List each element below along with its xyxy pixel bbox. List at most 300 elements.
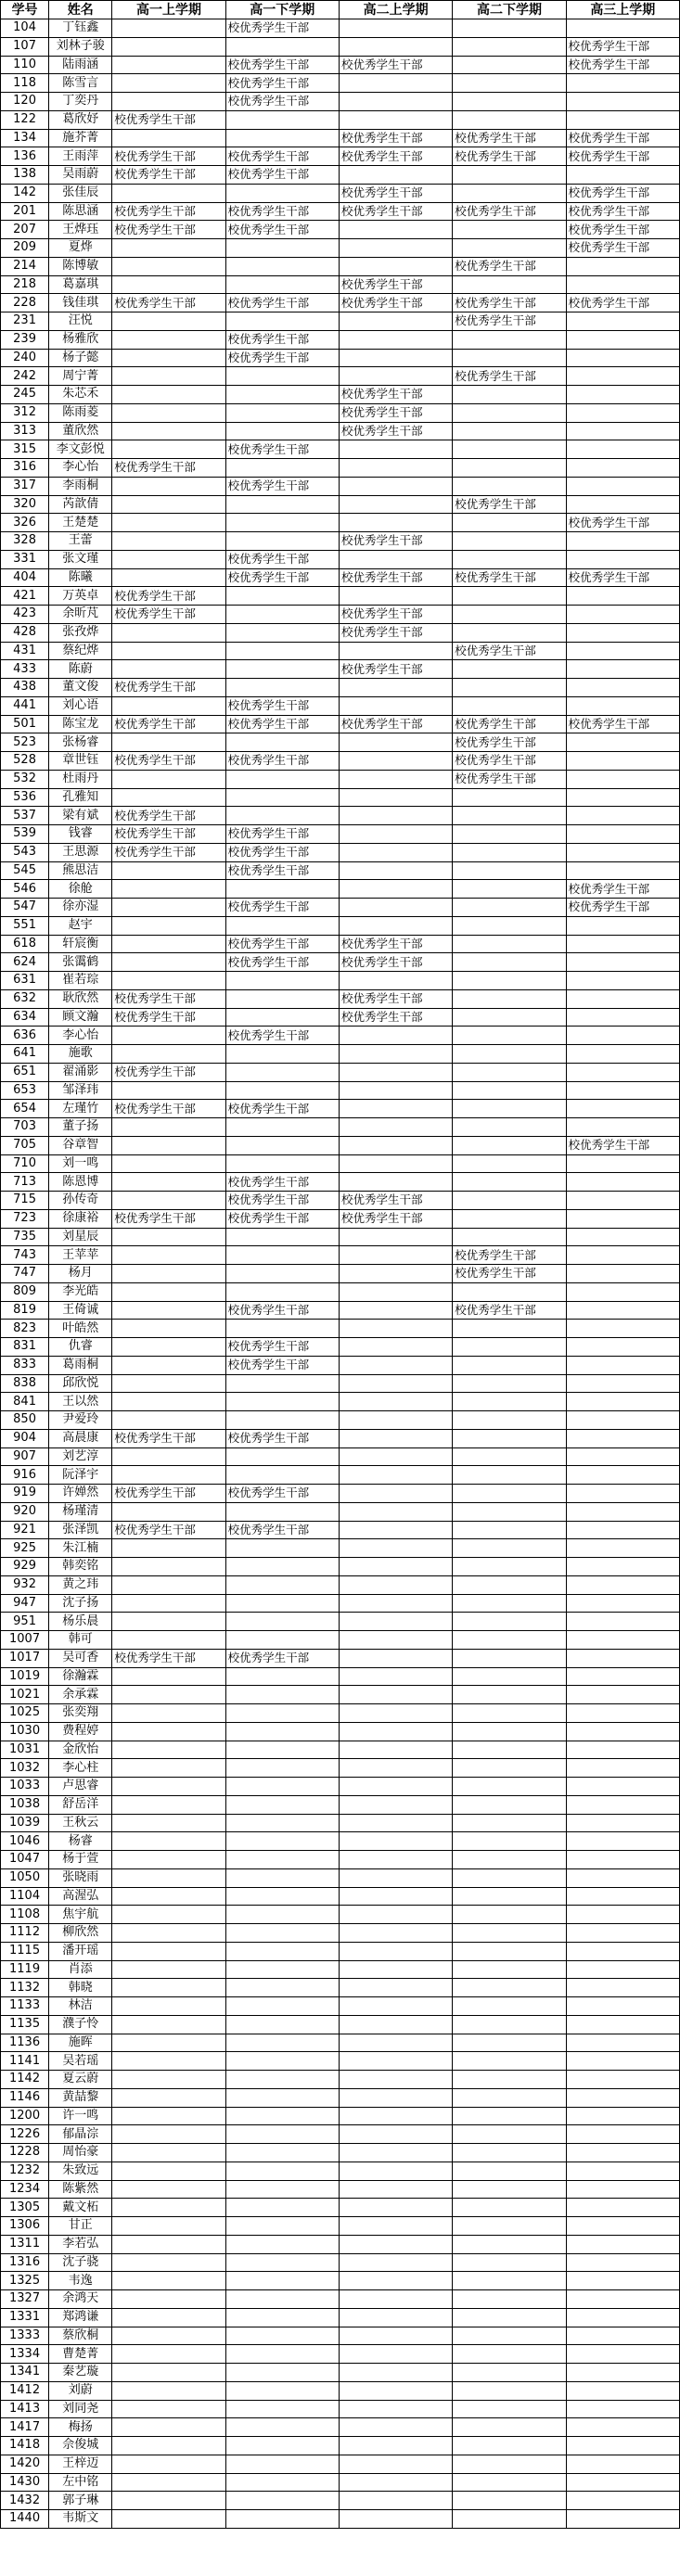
cell-student-id: 551 [1, 916, 49, 935]
cell-student-name: 张泽凯 [49, 1521, 112, 1539]
cell-g2-s2 [453, 1649, 566, 1667]
table-row [1, 935, 680, 953]
cell-g1-s2 [225, 1997, 339, 2016]
table-row [1, 2364, 680, 2382]
cell-g3-s1 [566, 1558, 679, 1576]
cell-g1-s2: 校优秀学生干部 [225, 953, 339, 972]
cell-g3-s1 [566, 2125, 679, 2144]
cell-student-name: 杨子懿 [49, 349, 112, 367]
cell-g1-s2 [225, 1539, 339, 1558]
cell-g1-s2 [225, 2125, 339, 2144]
cell-g2-s1 [339, 1393, 452, 1411]
cell-g3-s1 [566, 2180, 679, 2199]
cell-student-name: 王以然 [49, 1393, 112, 1411]
table-row [1, 166, 680, 185]
table-row [1, 1411, 680, 1430]
cell-g3-s1 [566, 275, 679, 294]
cell-g3-s1 [566, 330, 679, 349]
cell-g3-s1 [566, 1759, 679, 1778]
cell-g3-s1 [566, 1906, 679, 1924]
table-row [1, 403, 680, 422]
cell-g2-s1 [339, 1778, 452, 1796]
cell-g1-s2: 校优秀学生干部 [225, 1485, 339, 1503]
cell-g3-s1 [566, 1485, 679, 1503]
cell-student-id: 723 [1, 1209, 49, 1228]
cell-student-id: 207 [1, 221, 49, 239]
cell-g1-s2 [225, 459, 339, 478]
cell-g2-s2 [453, 2253, 566, 2272]
cell-g2-s1: 校优秀学生干部 [339, 623, 452, 642]
table-body [1, 19, 680, 2529]
cell-g1-s2: 校优秀学生干部 [225, 696, 339, 715]
cell-g3-s1 [566, 623, 679, 642]
cell-g2-s1 [339, 1575, 452, 1594]
cell-student-name: 陆雨涵 [49, 56, 112, 74]
table-row [1, 2162, 680, 2180]
table-row [1, 1741, 680, 1759]
cell-g1-s2 [225, 1887, 339, 1906]
cell-g1-s2 [225, 2071, 339, 2089]
cell-g1-s2: 校优秀学生干部 [225, 825, 339, 844]
table-row [1, 1539, 680, 1558]
cell-student-name: 章世钰 [49, 752, 112, 771]
cell-student-id: 921 [1, 1521, 49, 1539]
cell-g2-s2 [453, 2162, 566, 2180]
cell-g3-s1 [566, 2290, 679, 2309]
cell-g2-s2 [453, 788, 566, 807]
cell-student-name: 丁奕丹 [49, 93, 112, 111]
cell-g2-s2 [453, 1704, 566, 1723]
cell-g1-s2: 校优秀学生干部 [225, 1649, 339, 1667]
cell-student-id: 1418 [1, 2437, 49, 2455]
cell-g2-s2 [453, 2272, 566, 2290]
cell-student-name: 韦逸 [49, 2272, 112, 2290]
cell-g1-s2 [225, 1282, 339, 1301]
cell-student-id: 1007 [1, 1631, 49, 1650]
cell-student-name: 高晨康 [49, 1429, 112, 1447]
table-row [1, 56, 680, 74]
cell-student-name: 钱佳琪 [49, 294, 112, 312]
cell-student-id: 1112 [1, 1924, 49, 1943]
table-row [1, 1759, 680, 1778]
cell-student-name: 汪悦 [49, 312, 112, 331]
cell-g3-s1: 校优秀学生干部 [566, 715, 679, 733]
header-g1-s2: 高一下学期 [225, 1, 339, 19]
cell-g1-s2: 校优秀学生干部 [225, 294, 339, 312]
cell-g1-s2 [225, 1558, 339, 1576]
cell-g2-s1 [339, 2052, 452, 2071]
table-row [1, 861, 680, 880]
table-row [1, 19, 680, 38]
cell-g1-s1: 校优秀学生干部 [112, 1209, 225, 1228]
cell-g2-s2 [453, 2144, 566, 2162]
cell-g1-s1 [112, 2418, 225, 2437]
cell-student-id: 1420 [1, 2455, 49, 2473]
cell-student-id: 636 [1, 1027, 49, 1045]
cell-g1-s1: 校优秀学生干部 [112, 606, 225, 624]
cell-student-id: 634 [1, 1008, 49, 1027]
cell-g2-s2 [453, 2327, 566, 2345]
cell-student-name: 郭子琳 [49, 2492, 112, 2510]
cell-g1-s1 [112, 2034, 225, 2052]
table-row [1, 2290, 680, 2309]
cell-g2-s1 [339, 2327, 452, 2345]
cell-student-name: 陈雪言 [49, 74, 112, 93]
cell-g2-s1 [339, 1027, 452, 1045]
cell-student-name: 仇睿 [49, 1338, 112, 1357]
cell-student-id: 907 [1, 1447, 49, 1466]
cell-g3-s1 [566, 1209, 679, 1228]
cell-g3-s1 [566, 2199, 679, 2217]
cell-g2-s1 [339, 1594, 452, 1613]
cell-student-id: 231 [1, 312, 49, 331]
cell-student-name: 左瑾竹 [49, 1100, 112, 1118]
table-row [1, 367, 680, 386]
cell-g1-s2 [225, 129, 339, 147]
cell-student-name: 许婵然 [49, 1485, 112, 1503]
cell-student-name: 吴雨蔚 [49, 166, 112, 185]
cell-student-id: 1334 [1, 2345, 49, 2364]
cell-g2-s2 [453, 2107, 566, 2125]
cell-student-id: 631 [1, 972, 49, 990]
cell-g3-s1: 校优秀学生干部 [566, 56, 679, 74]
cell-g1-s2 [225, 2418, 339, 2437]
table-row [1, 770, 680, 788]
table-row [1, 1393, 680, 1411]
cell-student-name: 徐康裕 [49, 1209, 112, 1228]
table-row [1, 2217, 680, 2236]
table-row [1, 1722, 680, 1741]
cell-student-name: 杨于萱 [49, 1851, 112, 1869]
cell-g2-s1 [339, 2199, 452, 2217]
cell-g2-s2 [453, 606, 566, 624]
header-row [1, 1, 680, 19]
cell-g3-s1 [566, 788, 679, 807]
cell-g2-s1 [339, 440, 452, 459]
cell-g2-s1 [339, 1411, 452, 1430]
cell-g3-s1 [566, 1393, 679, 1411]
cell-g1-s1 [112, 477, 225, 495]
cell-g1-s1 [112, 696, 225, 715]
cell-g1-s1 [112, 1154, 225, 1173]
cell-student-name: 张杨睿 [49, 733, 112, 752]
cell-student-name: 陈雨菱 [49, 403, 112, 422]
cell-g2-s1 [339, 2473, 452, 2492]
cell-g2-s1 [339, 788, 452, 807]
cell-student-id: 1306 [1, 2217, 49, 2236]
cell-g1-s2 [225, 2381, 339, 2400]
table-row [1, 587, 680, 606]
cell-g2-s2: 校优秀学生干部 [453, 257, 566, 275]
cell-g2-s2 [453, 2510, 566, 2529]
table-row [1, 1521, 680, 1539]
cell-student-id: 1038 [1, 1795, 49, 1814]
cell-g3-s1 [566, 825, 679, 844]
cell-g1-s2 [225, 1008, 339, 1027]
cell-g2-s1 [339, 2510, 452, 2529]
cell-g1-s2 [225, 2052, 339, 2071]
cell-g2-s2 [453, 2364, 566, 2382]
cell-g1-s1 [112, 422, 225, 440]
table-row [1, 2400, 680, 2418]
cell-g2-s2 [453, 1558, 566, 1576]
cell-student-id: 838 [1, 1374, 49, 1393]
cell-g1-s2 [225, 1613, 339, 1631]
cell-student-id: 1341 [1, 2364, 49, 2382]
cell-g3-s1 [566, 660, 679, 679]
cell-student-name: 朱芯禾 [49, 386, 112, 404]
cell-g2-s2 [453, 2071, 566, 2089]
table-row [1, 1613, 680, 1631]
cell-g1-s1 [112, 1741, 225, 1759]
cell-g2-s2 [453, 861, 566, 880]
cell-g3-s1 [566, 459, 679, 478]
cell-g3-s1 [566, 1282, 679, 1301]
cell-g1-s2 [225, 184, 339, 202]
cell-g2-s2 [453, 1906, 566, 1924]
cell-g3-s1 [566, 74, 679, 93]
cell-g2-s1 [339, 1502, 452, 1521]
cell-g2-s1 [339, 1173, 452, 1192]
cell-g2-s1 [339, 1429, 452, 1447]
cell-g3-s1 [566, 2217, 679, 2236]
cell-g3-s1 [566, 93, 679, 111]
cell-g3-s1 [566, 349, 679, 367]
table-row [1, 1485, 680, 1503]
cell-student-id: 536 [1, 788, 49, 807]
table-row [1, 2272, 680, 2290]
cell-student-name: 王蕾 [49, 532, 112, 551]
cell-g3-s1 [566, 1722, 679, 1741]
cell-student-id: 214 [1, 257, 49, 275]
cell-student-id: 951 [1, 1613, 49, 1631]
cell-student-id: 1316 [1, 2253, 49, 2272]
cell-g2-s2 [453, 2199, 566, 2217]
cell-g1-s1: 校优秀学生干部 [112, 1521, 225, 1539]
cell-g2-s2 [453, 989, 566, 1008]
cell-g2-s1 [339, 2071, 452, 2089]
cell-g1-s2 [225, 514, 339, 532]
cell-g1-s1 [112, 1887, 225, 1906]
cell-student-name: 李心柱 [49, 1759, 112, 1778]
cell-g2-s1: 校优秀学生干部 [339, 294, 452, 312]
table-row [1, 294, 680, 312]
cell-g1-s2: 校优秀学生干部 [225, 19, 339, 38]
cell-student-name: 董子扬 [49, 1118, 112, 1137]
table-row [1, 202, 680, 221]
cell-g3-s1 [566, 477, 679, 495]
cell-g3-s1 [566, 1466, 679, 1485]
cell-student-name: 金欣怡 [49, 1741, 112, 1759]
cell-student-id: 539 [1, 825, 49, 844]
cell-g1-s2 [225, 807, 339, 825]
cell-g1-s1 [112, 275, 225, 294]
cell-g3-s1 [566, 1979, 679, 1997]
cell-g1-s2 [225, 110, 339, 129]
cell-g1-s2 [225, 1924, 339, 1943]
cell-g2-s1 [339, 74, 452, 93]
table-row [1, 1173, 680, 1192]
table-row [1, 989, 680, 1008]
cell-student-name: 尹爱玲 [49, 1411, 112, 1430]
cell-student-name: 葛欣妤 [49, 110, 112, 129]
cell-g1-s2 [225, 2400, 339, 2418]
cell-g3-s1 [566, 1063, 679, 1081]
cell-student-name: 韩晓 [49, 1979, 112, 1997]
cell-student-name: 吴可香 [49, 1649, 112, 1667]
cell-g3-s1 [566, 1100, 679, 1118]
cell-student-id: 925 [1, 1539, 49, 1558]
cell-g3-s1 [566, 2107, 679, 2125]
cell-g3-s1 [566, 2473, 679, 2492]
table-row [1, 1924, 680, 1943]
cell-student-name: 赵宇 [49, 916, 112, 935]
cell-g2-s2 [453, 386, 566, 404]
cell-g2-s2 [453, 825, 566, 844]
cell-student-id: 1412 [1, 2381, 49, 2400]
cell-student-id: 104 [1, 19, 49, 38]
cell-g1-s2 [225, 1393, 339, 1411]
cell-student-id: 920 [1, 1502, 49, 1521]
cell-g3-s1 [566, 1192, 679, 1210]
cell-g1-s1 [112, 2107, 225, 2125]
cell-g2-s2 [453, 1997, 566, 2016]
table-row [1, 1118, 680, 1137]
cell-student-name: 熊思洁 [49, 861, 112, 880]
cell-student-id: 433 [1, 660, 49, 679]
table-row [1, 953, 680, 972]
cell-g3-s1 [566, 422, 679, 440]
cell-g2-s2 [453, 2088, 566, 2107]
cell-g1-s1 [112, 1722, 225, 1741]
cell-g1-s1 [112, 2364, 225, 2382]
cell-g2-s1 [339, 1741, 452, 1759]
cell-g2-s1 [339, 1045, 452, 1064]
cell-g2-s1 [339, 972, 452, 990]
cell-student-id: 841 [1, 1393, 49, 1411]
cell-g1-s1 [112, 1704, 225, 1723]
cell-g3-s1: 校优秀学生干部 [566, 239, 679, 258]
cell-student-id: 239 [1, 330, 49, 349]
cell-g1-s2 [225, 386, 339, 404]
cell-g1-s1: 校优秀学生干部 [112, 1429, 225, 1447]
cell-student-name: 柳欣然 [49, 1924, 112, 1943]
cell-g3-s1 [566, 2235, 679, 2253]
table-row [1, 1192, 680, 1210]
table-row [1, 972, 680, 990]
cell-g3-s1: 校优秀学生干部 [566, 221, 679, 239]
table-row [1, 349, 680, 367]
cell-student-id: 528 [1, 752, 49, 771]
cell-g1-s1 [112, 532, 225, 551]
cell-g1-s1 [112, 660, 225, 679]
cell-g2-s2 [453, 1686, 566, 1704]
table-row [1, 550, 680, 568]
cell-student-name: 陈曦 [49, 568, 112, 587]
cell-g1-s1 [112, 770, 225, 788]
cell-g1-s2: 校优秀学生干部 [225, 202, 339, 221]
cell-g1-s1 [112, 1906, 225, 1924]
cell-g2-s1 [339, 1466, 452, 1485]
cell-g1-s2 [225, 2253, 339, 2272]
table-row [1, 2071, 680, 2089]
cell-g3-s1 [566, 1832, 679, 1851]
cell-g3-s1 [566, 916, 679, 935]
cell-g3-s1 [566, 843, 679, 861]
table-row [1, 1356, 680, 1374]
cell-student-id: 947 [1, 1594, 49, 1613]
cell-g1-s1 [112, 861, 225, 880]
header-student-id: 学号 [1, 1, 49, 19]
cell-g1-s2 [225, 1447, 339, 1466]
cell-g1-s2 [225, 1320, 339, 1338]
cell-g2-s2 [453, 1575, 566, 1594]
cell-student-id: 316 [1, 459, 49, 478]
cell-g1-s2: 校优秀学生干部 [225, 349, 339, 367]
cell-g3-s1 [566, 2272, 679, 2290]
cell-g2-s2: 校优秀学生干部 [453, 312, 566, 331]
cell-g1-s2 [225, 1851, 339, 1869]
cell-g2-s1 [339, 1265, 452, 1283]
cell-g2-s2 [453, 550, 566, 568]
cell-g3-s1 [566, 1356, 679, 1374]
cell-student-name: 周宁菁 [49, 367, 112, 386]
cell-g2-s2 [453, 1081, 566, 1100]
cell-student-name: 王雨萍 [49, 147, 112, 166]
cell-g1-s1 [112, 1282, 225, 1301]
cell-student-id: 1417 [1, 2418, 49, 2437]
table-row [1, 1136, 680, 1154]
cell-g2-s2: 校优秀学生干部 [453, 367, 566, 386]
cell-student-name: 刘心语 [49, 696, 112, 715]
cell-g1-s1 [112, 1045, 225, 1064]
cell-student-name: 徐舱 [49, 880, 112, 899]
cell-g1-s1 [112, 1613, 225, 1631]
cell-g3-s1 [566, 1575, 679, 1594]
cell-g2-s1 [339, 1447, 452, 1466]
cell-g1-s2 [225, 1265, 339, 1283]
cell-g2-s1 [339, 1667, 452, 1686]
cell-g1-s1 [112, 2015, 225, 2034]
cell-student-id: 142 [1, 184, 49, 202]
cell-g2-s1 [339, 1631, 452, 1650]
cell-g2-s1 [339, 752, 452, 771]
table-row [1, 459, 680, 478]
cell-g3-s1 [566, 1631, 679, 1650]
cell-g1-s1 [112, 495, 225, 514]
cell-student-id: 1047 [1, 1851, 49, 1869]
cell-student-name: 肖添 [49, 1960, 112, 1979]
cell-g1-s2 [225, 1759, 339, 1778]
cell-g2-s1 [339, 1979, 452, 1997]
cell-g1-s1: 校优秀学生干部 [112, 1008, 225, 1027]
table-row [1, 715, 680, 733]
cell-g3-s1 [566, 1045, 679, 1064]
cell-g2-s2: 校优秀学生干部 [453, 770, 566, 788]
cell-student-id: 313 [1, 422, 49, 440]
cell-g2-s2 [453, 1502, 566, 1521]
cell-g1-s1: 校优秀学生干部 [112, 110, 225, 129]
cell-g2-s1 [339, 1649, 452, 1667]
cell-g1-s1 [112, 2400, 225, 2418]
cell-g3-s1: 校优秀学生干部 [566, 184, 679, 202]
cell-g1-s1 [112, 1851, 225, 1869]
cell-student-id: 317 [1, 477, 49, 495]
cell-g1-s1 [112, 2071, 225, 2089]
cell-g2-s2 [453, 477, 566, 495]
cell-g2-s1 [339, 1338, 452, 1357]
table-row [1, 1778, 680, 1796]
